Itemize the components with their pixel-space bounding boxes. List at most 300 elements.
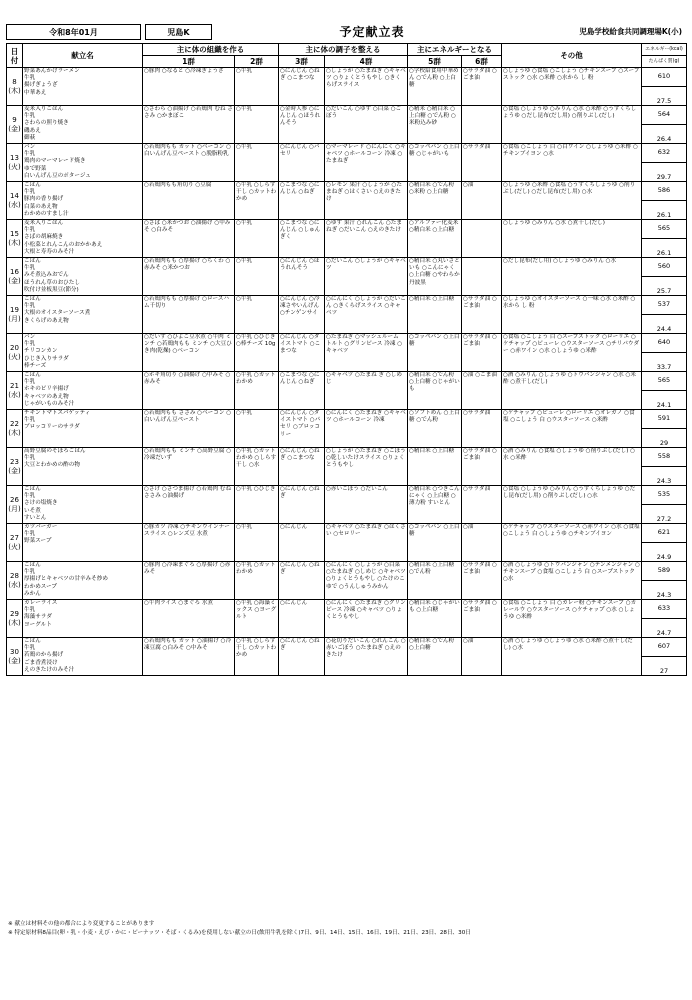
protein-value: 29.7 [656, 172, 672, 181]
energy-value: 633 [642, 600, 686, 619]
g4-ingredients: ○だいこん ○ゆず ○白菜 ○ごぼう [325, 106, 408, 144]
g1-ingredients: ○牛肉ライス ○まぐろ 水煮 [143, 600, 235, 638]
protein-value: 24.1 [656, 400, 672, 409]
menu-item: えのきたけのみそ汁 [24, 666, 75, 673]
energy-value: 632 [642, 144, 686, 163]
nutrition-cell [642, 410, 687, 448]
nutrition-cell [642, 334, 687, 372]
menu-cell [23, 372, 143, 410]
menu-item: チキントマトスパゲッティ [24, 410, 91, 416]
other-ingredients: ○しょうゆ ○オイスターソース ○一味 ○水 ○米酢 ○水から し 粉 [502, 296, 642, 334]
menu-item: 大根のオイスターソース煮 [24, 310, 91, 317]
date-cell [7, 182, 23, 220]
menu-page [6, 24, 686, 936]
menu-item: 鶏肉のマーマレード焼き [24, 158, 86, 165]
day-number: 19 [10, 306, 19, 314]
g6-ingredients: ○油 [462, 182, 502, 220]
menu-header: 献立名 [23, 44, 143, 68]
other-ingredients: ○しょうゆ ○食塩 ○こしょう ○チキンスープ ○スープストック ○水 ○米酢 ○水から し 粉 [502, 68, 642, 106]
protein-value: 24.9 [656, 552, 672, 561]
other-ingredients: ○食塩 ○こしょう 白 ○白ワイン ○しょうゆ ○米酢 ○チキンブイヨン ○水 [502, 144, 642, 182]
date-cell [7, 106, 23, 144]
menu-item: ごはん [24, 296, 41, 302]
g5-ingredients: ○精白米 ○でん粉 ○米粉 ○上白糖 [408, 182, 462, 220]
g2-ingredients: ○牛乳 ○カットわかめ [235, 372, 279, 410]
other-ingredients: ○ケチャップ ○ピューレ ○ローリエ ○オレガノ ○食塩 ○こしょう 白 ○ウスターソース ○米酢 [502, 410, 642, 448]
menu-item: 海藻サラダ [24, 614, 52, 621]
g2b-header: 4群 [325, 56, 408, 68]
other-ingredients: ○食塩 ○こしょう 白 ○スープストック ○ローリエ ○ケチャップ ○ピューレ ○ウスターソース ○チリパウダー ○赤ワイン ○水 ○しょうゆ ○米酢 [502, 334, 642, 372]
nutrition-cell [642, 448, 687, 486]
menu-item: 大根と寿寿のみそ汁 [24, 248, 75, 255]
menu-item: 牛乳 [24, 189, 36, 196]
g6-ingredients [462, 258, 502, 296]
day-of-week: (金) [8, 276, 21, 285]
day-number: 13 [10, 154, 19, 162]
menu-item: 吹付け並板黒豆(節分) [24, 286, 79, 293]
class-label: 児島K [145, 24, 212, 40]
energy-value: 607 [642, 638, 686, 657]
other-ingredients: ○酒 ○しょうゆ ○トウバンジャン ○テンメンジャン ○チキンスープ ○食塩 ○こしょう 白 ○スープストック ○水 [502, 562, 642, 600]
protein-value: 26.1 [656, 210, 672, 219]
menu-item: さけの塩焼き [24, 500, 58, 507]
g5-ingredients: ○精白米 ○じゃがいも ○上白糖 [408, 600, 462, 638]
energy-value: 591 [642, 410, 686, 429]
g3-ingredients: ○にんじん [279, 524, 325, 562]
g2-ingredients: ○牛乳 [235, 296, 279, 334]
menu-item: 牛乳 [24, 569, 36, 576]
menu-cell [23, 68, 143, 106]
menu-item: いそ煮 [24, 507, 41, 514]
g3-ingredients: ○にんじん ○ほうれんそう [279, 258, 325, 296]
menu-item: きくらげのあえ物 [24, 317, 69, 324]
g1-ingredients: ○豚カツ 冷凍 ○チキンウインナー スライス ○レンズ豆 水煮 [143, 524, 235, 562]
g6-ingredients: ○サラダ油 [462, 410, 502, 448]
g4-ingredients: ○キャベツ ○たまね ぎ ○しめじ [325, 372, 408, 410]
table-row [7, 562, 687, 600]
g6-ingredients: ○サラダ油 ○ごま油 [462, 600, 502, 638]
menu-item: 牛乳 [24, 75, 36, 82]
nutrition-cell [642, 220, 687, 258]
g1-ingredients: ○さば ○米かつお ○油揚げ ○中みそ ○白みそ [143, 220, 235, 258]
table-row [7, 220, 687, 258]
menu-item: 若鶏のから揚げ [24, 652, 64, 659]
menu-item: ごはん [24, 486, 41, 492]
date-cell [7, 638, 23, 676]
day-number: 30 [10, 648, 19, 656]
day-of-week: (木) [8, 618, 21, 627]
school-name: 児島学校給食共同調理場K(小) [579, 27, 682, 36]
g1-ingredients: ○ホキ角切り ○油揚げ ○中みそ ○赤みそ [143, 372, 235, 410]
footnotes [8, 920, 471, 938]
menu-item: ホキのピリ辛揚げ [24, 386, 69, 393]
header [6, 24, 686, 40]
g5-ingredients: ○アルファー化麦米 ○精白米 ○上白糖 [408, 220, 462, 258]
nutrition-cell [642, 562, 687, 600]
other-ingredients: ○ケチャップ ○ウスターソース ○赤ワイン ○水 ○食塩 ○こしょう 白 ○しょうゆ ○チキンブイヨン [502, 524, 642, 562]
table-row [7, 600, 687, 638]
day-of-week: (水) [8, 390, 21, 399]
menu-item: 牛乳 [24, 341, 36, 348]
day-number: 21 [10, 382, 19, 390]
g3-ingredients: ○こまつな ○にんじん ○ねぎ [279, 372, 325, 410]
protein-value: 33.7 [656, 362, 672, 371]
g1-ingredients: ○豚肉 ○冷凍まぐろ ○厚揚げ ○赤みそ [143, 562, 235, 600]
menu-cell [23, 562, 143, 600]
menu-cell [23, 106, 143, 144]
other-ingredients: ○食塩 ○しょうゆ ○みりん ○うすくちしょうゆ ○だし昆布(だし用) ○削りぶし(だし) ○水 [502, 486, 642, 524]
date-cell [7, 296, 23, 334]
g1-ingredients: ○だいず ○ひよこ豆水煮 ○牛肉 ミンチ ○若鶏肉もも ミンチ ○大豆ひき肉(乾燥) ○ベーコン [143, 334, 235, 372]
menu-cell [23, 334, 143, 372]
day-of-week: (木) [8, 86, 21, 95]
day-number: 20 [10, 344, 19, 352]
g3-ingredients: ○にんじん ○ダイストマト ○こまつな [279, 334, 325, 372]
menu-item: ごはん [24, 258, 41, 264]
g4-ingredients: ○ゆず 果汁 ○れんこん ○たまねぎ ○だいこん ○えのきたけ [325, 220, 408, 258]
menu-item: ほうれん草のおひたし [24, 279, 80, 286]
g4-ingredients: ○しょうが ○たまねぎ ○キャベツ ○りょくとうもやし ○きくらげスライス [325, 68, 408, 106]
g5-ingredients: ○精白米 ○でん粉 ○上白糖 [408, 638, 462, 676]
protein-value: 29 [659, 438, 669, 447]
day-of-week: (火) [8, 162, 21, 171]
energy-value: 537 [642, 296, 686, 315]
energy-value: 560 [642, 258, 686, 277]
menu-item: パン [24, 334, 36, 340]
g3-ingredients: ○こまつな ○にんじん ○ねぎ [279, 182, 325, 220]
other-ingredients: ○しょうゆ ○みりん ○水 ○煮干し(だし) [502, 220, 642, 258]
nutrition-cell [642, 258, 687, 296]
g4-ingredients: ○にんにく ○しょうが ○白菜 ○たまねぎ ○しめじ ○キャベツ ○りょくとうもやし ○たけのこ ゆで ○うんしゅうみかん [325, 562, 408, 600]
menu-item: 白いんげん豆のポタージュ [24, 172, 91, 179]
energy-value: 621 [642, 524, 686, 543]
menu-cell [23, 258, 143, 296]
table-row [7, 68, 687, 106]
g5-ingredients: ○コッペパン ○上白糖 [408, 334, 462, 372]
g2-ingredients: ○牛乳 [235, 524, 279, 562]
g4-ingredients: ○しょうが ○たまねぎ ○ごぼう ○乾しいたけスライス ○りょくとうもやし [325, 448, 408, 486]
g6-ingredients [462, 106, 502, 144]
g6-ingredients: ○油 [462, 524, 502, 562]
nutrition-cell [642, 106, 687, 144]
date-cell [7, 68, 23, 106]
menu-item: 牛乳 [24, 455, 36, 462]
menu-item: わかめのすまし汁 [24, 210, 69, 217]
menu-item: 牛乳 [24, 113, 36, 120]
date-cell [7, 524, 23, 562]
table-row [7, 144, 687, 182]
other-ingredients: ○酒 ○しょうゆ ○しょうゆ ○水 ○米酢 ○煮干し(だし) ○水 [502, 638, 642, 676]
table-row [7, 638, 687, 676]
energy-value: 535 [642, 486, 686, 505]
menu-cell [23, 220, 143, 258]
footnote: ※ 献立は材料その他の都合により変更することがあります [8, 921, 155, 927]
protein-value: 24.4 [656, 324, 672, 333]
g4-ingredients: ○花切りだいこん ○れんこん ○赤いごぼう ○たまねぎ ○えのきたけ [325, 638, 408, 676]
g1-ingredients: ○若鶏肉もも ささみ ○ベーコン ○白いんげん豆ペースト [143, 410, 235, 448]
date-cell [7, 258, 23, 296]
energy-value: 564 [642, 106, 686, 125]
day-of-week: (金) [8, 466, 21, 475]
g2-ingredients: ○牛乳 ○海藻ミックス ○ヨーグルト [235, 600, 279, 638]
g3b-header: 6群 [462, 56, 502, 68]
group3-header: 主にエネルギーとなる [408, 44, 502, 56]
protein-value: 24.3 [656, 590, 672, 599]
menu-item: ごま香煮浸け [24, 659, 58, 666]
energy-value: 586 [642, 182, 686, 201]
g2-ingredients: ○牛乳 [235, 106, 279, 144]
menu-cell [23, 144, 143, 182]
g5-ingredients: ○コッペパン ○上白糖 ○じゃがいも [408, 144, 462, 182]
menu-item: 牛乳 [24, 531, 36, 538]
menu-item: 御萩 [24, 134, 36, 141]
menu-item: 牛乳 [24, 607, 36, 614]
menu-item: さわらの照り焼き [24, 120, 69, 127]
menu-item: キャベツのあえ物 [24, 393, 69, 400]
energy-value: 610 [642, 68, 686, 87]
day-number: 22 [10, 420, 19, 428]
menu-item: 牛乳 [24, 151, 36, 158]
g6-ingredients: ○サラダ油 ○ごま油 [462, 562, 502, 600]
g6-ingredients: ○サラダ油 [462, 144, 502, 182]
day-number: 15 [10, 230, 19, 238]
menu-item: 牛乳 [24, 379, 36, 386]
protein-value: 26.4 [656, 134, 672, 143]
menu-item: 磯あえ [24, 127, 41, 134]
menu-item: 厚揚げとキャベツの甘辛みそ炒め [24, 576, 108, 583]
menu-table [6, 43, 687, 676]
menu-item: ごはん [24, 638, 41, 644]
g3-ingredients: ○にんじん ○ねぎ [279, 562, 325, 600]
energy-value: 589 [642, 562, 686, 581]
nutrition-cell [642, 144, 687, 182]
g6-ingredients: ○サラダ油 ○ごま油 [462, 334, 502, 372]
menu-item: 牛乳 [24, 303, 36, 310]
day-of-week: (木) [8, 428, 21, 437]
protein-value: 25.7 [656, 286, 672, 295]
menu-item: 麦米入りごはん [24, 220, 64, 226]
g1-ingredients: ○さけ ○さつま揚げ ○若鶏肉 むね ささみ ○油揚げ [143, 486, 235, 524]
g5-ingredients: ○精白米 ○上白糖 [408, 448, 462, 486]
menu-cell [23, 486, 143, 524]
g1-ingredients: ○若鶏肉もも カット ○油揚げ ○冷凍豆腐 ○白みそ ○中みそ [143, 638, 235, 676]
protein-value: 27.2 [656, 514, 672, 523]
menu-item: カツバーガー [24, 524, 58, 530]
day-of-week: (金) [8, 124, 21, 133]
menu-item: パン [24, 144, 36, 150]
nutrition-cell [642, 182, 687, 220]
g1-ingredients: ○若鶏肉もも カット ○ベーコン ○白いんげん豆ペースト ○脱脂粉乳 [143, 144, 235, 182]
other-ingredients: ○しょうゆ ○米酢 ○食塩 ○うすくちしょうゆ ○削りぶし(だし) ○だし昆布(だし用) ○水 [502, 182, 642, 220]
date-cell [7, 600, 23, 638]
g4-ingredients: ○レモン 果汁 ○しょうが ○たまねぎ ○はくさい ○えのきたけ [325, 182, 408, 220]
day-number: 26 [10, 496, 19, 504]
menu-cell [23, 600, 143, 638]
day-of-week: (水) [8, 200, 21, 209]
menu-item: 牛乳 [24, 227, 36, 234]
date-cell [7, 372, 23, 410]
day-number: 9 [12, 116, 17, 124]
day-of-week: (火) [8, 352, 21, 361]
g2a-header: 3群 [279, 56, 325, 68]
page-title: 予定献立表 [339, 25, 405, 39]
menu-item: カレーライス [24, 600, 58, 606]
g3-ingredients: ○にんじん ○ねぎ ○こまつな [279, 68, 325, 106]
g4-ingredients: ○にんにく ○しょうが ○だいこん ○きくらげスライス ○キャベツ [325, 296, 408, 334]
menu-cell [23, 182, 143, 220]
menu-item: 豚肉の香り揚げ [24, 196, 64, 203]
other-ingredients: ○酒 ○みりん ○食塩 ○しょうゆ ○削りぶし(だし) ○水 ○米酢 [502, 448, 642, 486]
g3-ingredients: ○金時人参 ○にんじん ○ほうれんそう [279, 106, 325, 144]
day-number: 29 [10, 610, 19, 618]
day-number: 23 [10, 458, 19, 466]
g3a-header: 5群 [408, 56, 462, 68]
g6-ingredients [462, 220, 502, 258]
menu-item: チリコンカン [24, 348, 58, 355]
menu-item: さばの胡麻焼き [24, 234, 64, 241]
nutrition-cell [642, 524, 687, 562]
date-header: 日付 [7, 44, 23, 68]
g5-ingredients: ○学校給食用中華めん ○でん粉 ○上白糖 [408, 68, 462, 106]
day-of-week: (月) [8, 504, 21, 513]
menu-item: 野菜スープ [24, 538, 52, 545]
g1a-header: 1群 [143, 56, 235, 68]
table-row [7, 486, 687, 524]
g4-ingredients: ○にんにく ○たまねぎ ○グリンピース 冷凍 ○キャベツ ○りょくとうもやし [325, 600, 408, 638]
g3-ingredients: ○こまつな ○にんじん ○しゅんぎく [279, 220, 325, 258]
menu-item: 麦米入りごはん [24, 106, 64, 112]
g2-ingredients: ○牛乳 ○カットわかめ [235, 562, 279, 600]
menu-item: ごはん [24, 562, 41, 568]
energy-value: 565 [642, 372, 686, 391]
g3-ingredients: ○にんじん ○冷凍さやいんげん ○チンゲンサイ [279, 296, 325, 334]
g1-ingredients: ○さわら ○油揚げ ○若鶏肉 むね ささみ ○かまぼこ [143, 106, 235, 144]
other-ingredients: ○だし昆布(だし用) ○しょうゆ ○みりん ○水 [502, 258, 642, 296]
menu-rows [7, 68, 687, 676]
protein-value: 24.3 [656, 476, 672, 485]
g4-ingredients: ○だいこん ○しょうが ○キャベツ [325, 258, 408, 296]
protein-value: 27.5 [656, 96, 672, 105]
g2-ingredients: ○牛乳 ○しらす干し ○カットわかめ [235, 638, 279, 676]
protein-header: たんぱく質(g) [642, 56, 687, 68]
day-number: 28 [10, 572, 19, 580]
table-row [7, 372, 687, 410]
g6-ingredients: ○サラダ油 ○ごま油 [462, 68, 502, 106]
g1-ingredients: ○豚肉 ○なると ○冷凍ぎょうざ [143, 68, 235, 106]
g4-ingredients: ○キャベツ ○たまねぎ ○はくさい ○セロリー [325, 524, 408, 562]
date-cell [7, 144, 23, 182]
table-row [7, 334, 687, 372]
g5-ingredients: ○精白米 ○上白糖 ○でん粉 [408, 562, 462, 600]
protein-value: 27 [659, 666, 669, 675]
table-row [7, 258, 687, 296]
date-cell [7, 448, 23, 486]
nutrition-cell [642, 486, 687, 524]
day-number: 16 [10, 268, 19, 276]
menu-item: ごはん [24, 372, 41, 378]
menu-item: 揚げぎょうざ [24, 82, 58, 89]
g6-ingredients: ○サラダ油 ○ごま油 [462, 296, 502, 334]
menu-cell [23, 524, 143, 562]
group2-header: 主に体の調子を整える [279, 44, 408, 56]
menu-item: ひじき入りサラダ [24, 355, 69, 362]
menu-item: 牛乳 [24, 645, 36, 652]
day-number: 14 [10, 192, 19, 200]
menu-item: 野菜あんかけラーメン [24, 68, 80, 74]
table-row [7, 524, 687, 562]
menu-item: 牛乳 [24, 417, 36, 424]
g1-ingredients: ○若鶏肉もも ○厚揚げ ○ちくわ ○赤みそ ○米かつお [143, 258, 235, 296]
menu-item: ヨーグルト [24, 621, 52, 628]
g4-ingredients: ○たまねぎ ○マッシュルーム トルト ○グリンピース 冷凍 ○キャベツ [325, 334, 408, 372]
day-of-week: (火) [8, 542, 21, 551]
menu-item: わかめスープ [24, 583, 58, 590]
other-ingredients: ○酒 ○みりん ○しょうゆ ○トウバンジャン ○水 ○米酢 ○煮干し(だし) [502, 372, 642, 410]
table-row [7, 410, 687, 448]
month-label: 令和8年01月 [6, 24, 141, 40]
menu-item: 小松菜とれんこんのおかかあえ [24, 241, 103, 248]
g5-ingredients: ○精白米 ○上白糖 [408, 296, 462, 334]
day-of-week: (金) [8, 656, 21, 665]
g5-ingredients: ○コッペパン ○上白糖 [408, 524, 462, 562]
menu-item: 大豆とわかめの酢の物 [24, 462, 80, 469]
group1-header: 主に体の組織を作る [143, 44, 279, 56]
energy-value: 558 [642, 448, 686, 467]
other-ingredients: ○食塩 ○こしょう 白 ○カレー粉 ○チキンスープ ○カレールウ ○ウスターソース ○ケチャップ ○水 ○しょうゆ ○米酢 [502, 600, 642, 638]
day-of-week: (水) [8, 580, 21, 589]
g2-ingredients: ○牛乳 [235, 258, 279, 296]
table-row [7, 182, 687, 220]
energy-header: エネルギー(kcal) [642, 44, 687, 56]
table-row [7, 296, 687, 334]
g4-ingredients: ○マーマレード ○にんにく ○キャベツ ○ホールコーン 冷凍 ○たまねぎ [325, 144, 408, 182]
g2-ingredients: ○牛乳 [235, 220, 279, 258]
menu-item: ブロッコリーのサラダ [24, 424, 80, 431]
menu-item: ゆで野菜 [24, 165, 47, 172]
g5-ingredients: ○精白米 ○つきこんにゃく ○上白糖 ○薄力粉 すいとん [408, 486, 462, 524]
g6-ingredients: ○サラダ油 [462, 486, 502, 524]
g2-ingredients: ○牛乳 ○カットわかめ ○しらす干し ○水 [235, 448, 279, 486]
date-cell [7, 410, 23, 448]
day-of-week: (月) [8, 314, 21, 323]
table-row [7, 448, 687, 486]
nutrition-cell [642, 296, 687, 334]
energy-value: 640 [642, 334, 686, 353]
protein-value: 26.1 [656, 248, 672, 257]
menu-cell [23, 638, 143, 676]
other-header: その他 [502, 44, 642, 68]
g2-ingredients: ○牛乳 [235, 410, 279, 448]
g3-ingredients: ○にんじん ○ダイストマト ○パセリ ○ブロッコリー [279, 410, 325, 448]
g6-ingredients: ○サラダ油 ○ごま油 [462, 448, 502, 486]
g6-ingredients: ○油 [462, 638, 502, 676]
nutrition-cell [642, 372, 687, 410]
g2-ingredients: ○牛乳 [235, 68, 279, 106]
menu-cell [23, 296, 143, 334]
g3-ingredients: ○にんじん ○ねぎ [279, 638, 325, 676]
protein-value: 24.7 [656, 628, 672, 637]
g3-ingredients: ○にんじん [279, 600, 325, 638]
g3-ingredients: ○にんじん ○ねぎ ○こまつな [279, 448, 325, 486]
g2-ingredients: ○牛乳 ○ひじき ○棒チーズ 10g [235, 334, 279, 372]
g1b-header: 2群 [235, 56, 279, 68]
menu-item: 白菜のあえ物 [24, 203, 58, 210]
menu-cell [23, 410, 143, 448]
g2-ingredients: ○牛乳 ○しらす干し ○カットわかめ [235, 182, 279, 220]
other-ingredients: ○食塩 ○しょうゆ ○みりん ○水 ○米酢 ○うすくちしょうゆ ○だし昆布(だし用) ○削りぶし(だし) [502, 106, 642, 144]
g5-ingredients: ○ソフトめん ○上白糖 ○でん粉 [408, 410, 462, 448]
menu-item: ごはん [24, 182, 41, 188]
